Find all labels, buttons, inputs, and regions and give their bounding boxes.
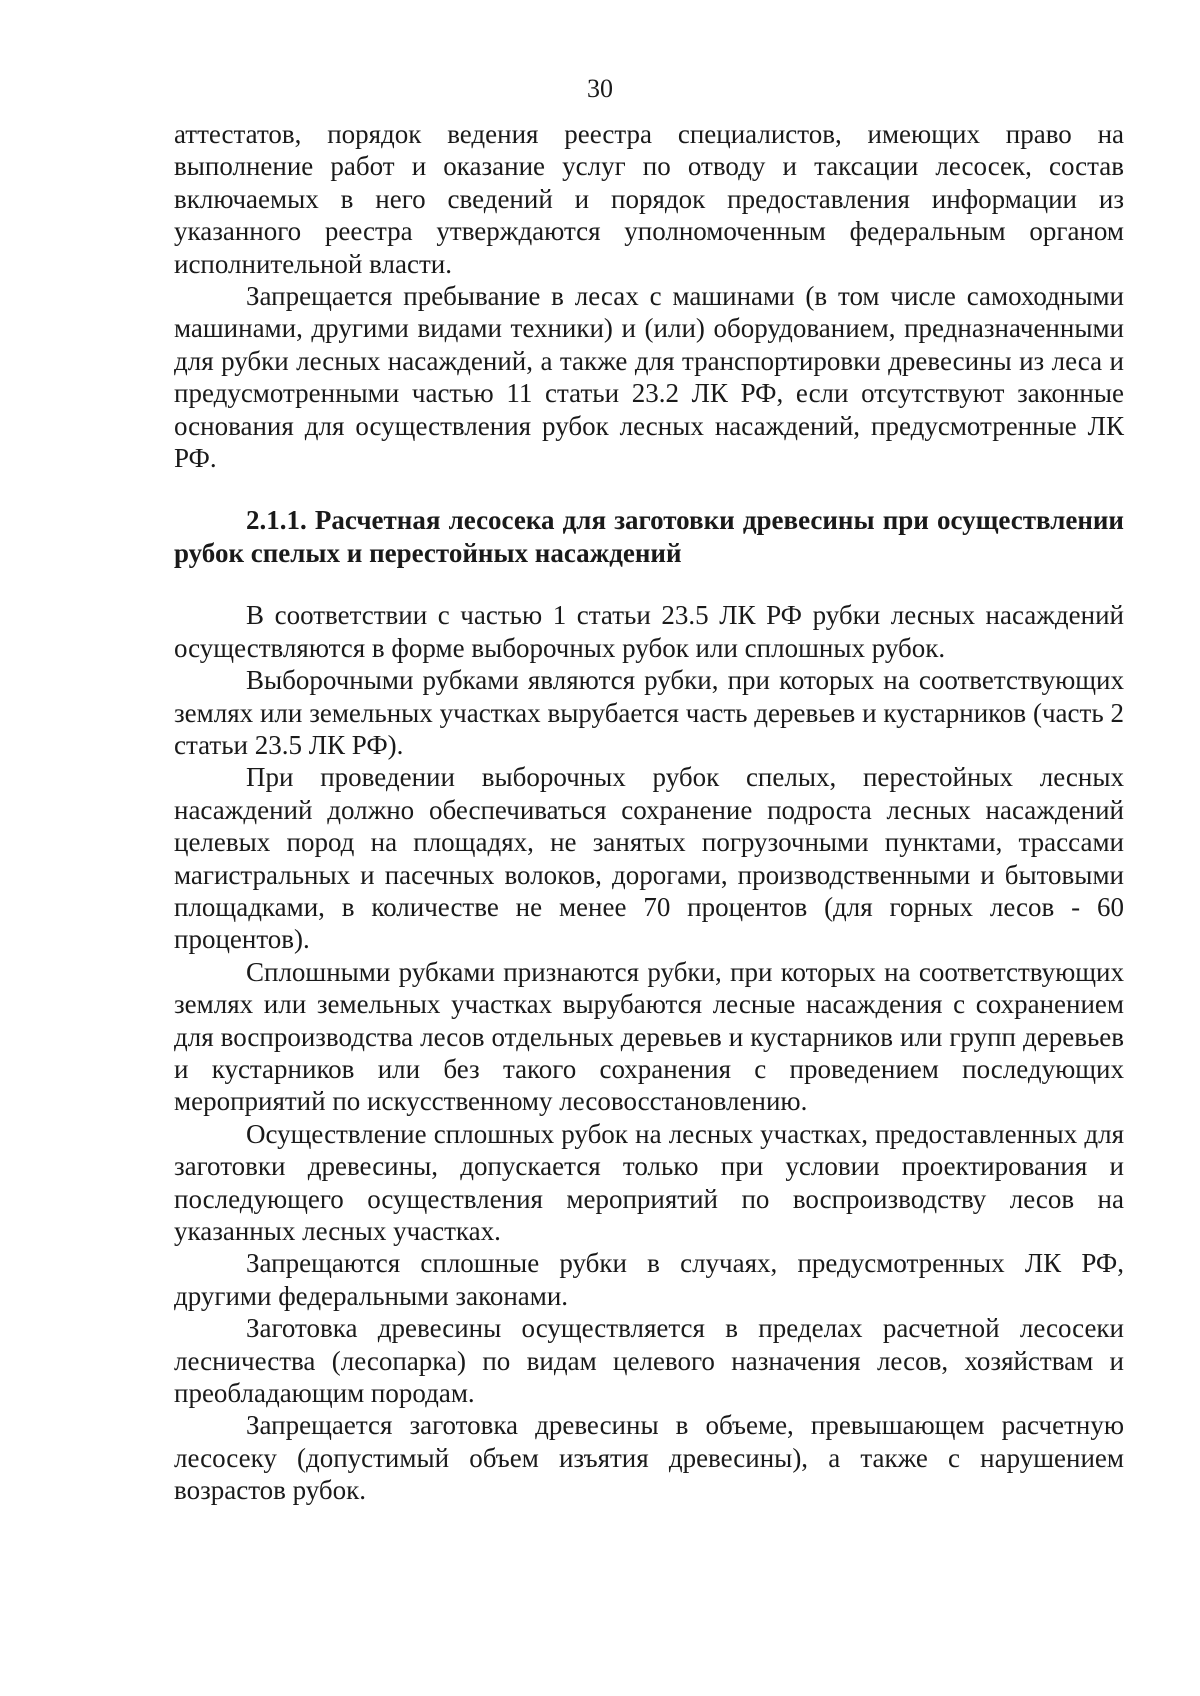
paragraph-forms-of-felling: В соответствии с частью 1 статьи 23.5 ЛК РФ рубки лесных насаждений осуществляются в форме выборочных рубок или сплошных рубок. (174, 600, 1124, 663)
paragraph-harvest-limits: Заготовка древесины осуществляется в пределах расчетной лесосеки лесничества (лесопарка) по видам целевого назначения лесов, хозяйствам и преобладающим породам. (174, 1313, 1124, 1409)
paragraph-clear-felling-prohibited: Запрещаются сплошные рубки в случаях, предусмотренных ЛК РФ, другими федеральными законами. (174, 1248, 1124, 1311)
paragraph-clear-felling: Сплошными рубками признаются рубки, при которых на соответствующих землях или земельных участках вырубаются лесные насаждения с сохранением для воспроизводства лесов отдельных деревьев и кустарников или групп деревьев и кустарников или без такого сохранения с проведением последующих мероприятий по искусственному лесовосстановлению. (174, 956, 1124, 1117)
section-heading: 2.1.1. Расчетная лесосека для заготовки древесины при осуществлении рубок спелых и перестойных насаждений (174, 505, 1124, 568)
paragraph-undergrowth-preservation: При проведении выборочных рубок спелых, перестойных лесных насаждений должно обеспечиваться сохранение подроста лесных насаждений целевых пород на площадях, не занятых погрузочными пунктами, трассами магистральных и пасечных волоков, дорогами, производственными и бытовыми площадками, в количестве не менее 70 процентов (для горных лесов - 60 процентов). (174, 762, 1124, 955)
paragraph-machines-prohibition: Запрещается пребывание в лесах с машинами (в том числе самоходными машинами, другими видами техники) и (или) оборудованием, предназначенными для рубки лесных насаждений, а также для транспортировки древесины из леса и предусмотренными частью 11 статьи 23.2 ЛК РФ, если отсутствуют законные основания для осуществления рубок лесных насаждений, предусмотренные ЛК РФ. (174, 281, 1124, 474)
page-content (174, 118, 1124, 1507)
paragraph-continuation: аттестатов, порядок ведения реестра специалистов, имеющих право на выполнение работ и оказание услуг по отводу и таксации лесосек, состав включаемых в него сведений и порядок предоставления информации из указанного реестра утверждаются уполномоченным федеральным органом исполнительной власти. (174, 119, 1124, 279)
paragraph-selective-felling: Выборочными рубками являются рубки, при которых на соответствующих землях или земельных участках вырубается часть деревьев и кустарников (часть 2 статьи 23.5 ЛК РФ). (174, 665, 1124, 760)
paragraph-overharvest-prohibited: Запрещается заготовка древесины в объеме, превышающем расчетную лесосеку (допустимый объем изъятия древесины), а также с нарушением возрастов рубок. (174, 1410, 1124, 1506)
paragraph-clear-felling-conditions: Осуществление сплошных рубок на лесных участках, предоставленных для заготовки древесины, допускается только при условии проектирования и последующего осуществления мероприятий по воспроизводству лесов на указанных лесных участках. (174, 1118, 1124, 1246)
page-number: 30 (587, 74, 613, 103)
